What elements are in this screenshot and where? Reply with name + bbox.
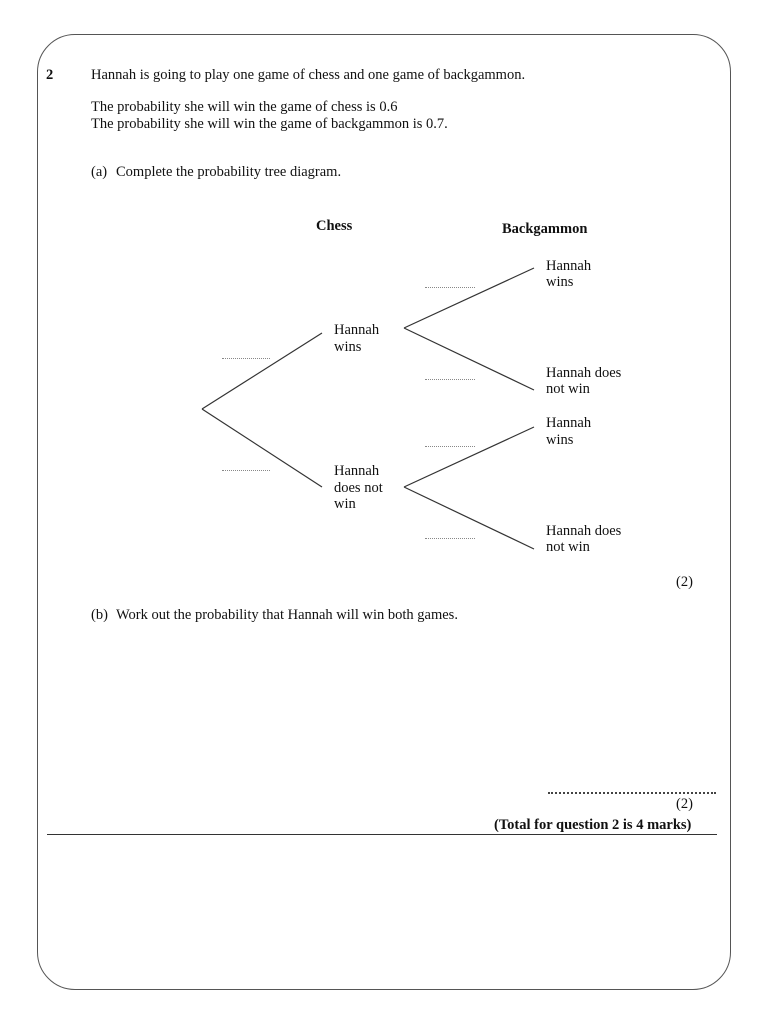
chess-win-label-1: Hannah [334, 322, 380, 338]
branch-chess-lose [202, 409, 322, 487]
branch-bg-lose-a [404, 328, 534, 390]
branch-bg-win-b [404, 427, 534, 487]
question-line-chess: The probability she will win the game of chess is 0.6 [91, 99, 398, 115]
backgammon-heading: Backgammon [502, 221, 588, 237]
question-line-backgammon: The probability she will win the game of backgammon is 0.7. [91, 116, 448, 132]
question-end-rule [47, 834, 717, 835]
answer-space-bg-lose-a[interactable] [425, 379, 475, 380]
part-a-marks: (2) [676, 574, 693, 590]
total-marks: (Total for question 2 is 4 marks) [494, 817, 692, 833]
branch-chess-win [202, 333, 322, 409]
bg-win-b-label-2: wins [546, 432, 574, 448]
answer-space-chess-lose[interactable] [222, 470, 270, 471]
bg-win-a-label-1: Hannah [546, 258, 592, 274]
part-b-marks: (2) [676, 796, 693, 812]
question-intro: Hannah is going to play one game of chess and one game of backgammon. [91, 67, 526, 83]
chess-lose-label-1: Hannah [334, 463, 380, 479]
part-b-text: Work out the probability that Hannah will win both games. [116, 607, 458, 623]
bg-lose-a-label-1: Hannah does [546, 365, 622, 381]
bg-lose-a-label-2: not win [546, 381, 590, 397]
answer-space-bg-lose-b[interactable] [425, 538, 475, 539]
chess-lose-label-2: does not [334, 480, 383, 496]
part-a-label: (a) [91, 164, 108, 180]
question-number: 2 [46, 67, 54, 83]
answer-space-bg-win-b[interactable] [425, 446, 475, 447]
chess-win-label-2: wins [334, 339, 362, 355]
answer-space-chess-win[interactable] [222, 358, 270, 359]
chess-lose-label-3: win [334, 496, 356, 512]
answer-line-part-b[interactable] [548, 792, 716, 794]
bg-win-a-label-2: wins [546, 274, 574, 290]
part-a-text: Complete the probability tree diagram. [116, 164, 342, 180]
branch-bg-lose-b [404, 487, 534, 549]
branch-bg-win-a [404, 268, 534, 328]
bg-lose-b-label-1: Hannah does [546, 523, 622, 539]
answer-space-bg-win-a[interactable] [425, 287, 475, 288]
chess-heading: Chess [316, 218, 353, 234]
part-b-label: (b) [91, 607, 108, 623]
bg-win-b-label-1: Hannah [546, 415, 592, 431]
bg-lose-b-label-2: not win [546, 539, 590, 555]
